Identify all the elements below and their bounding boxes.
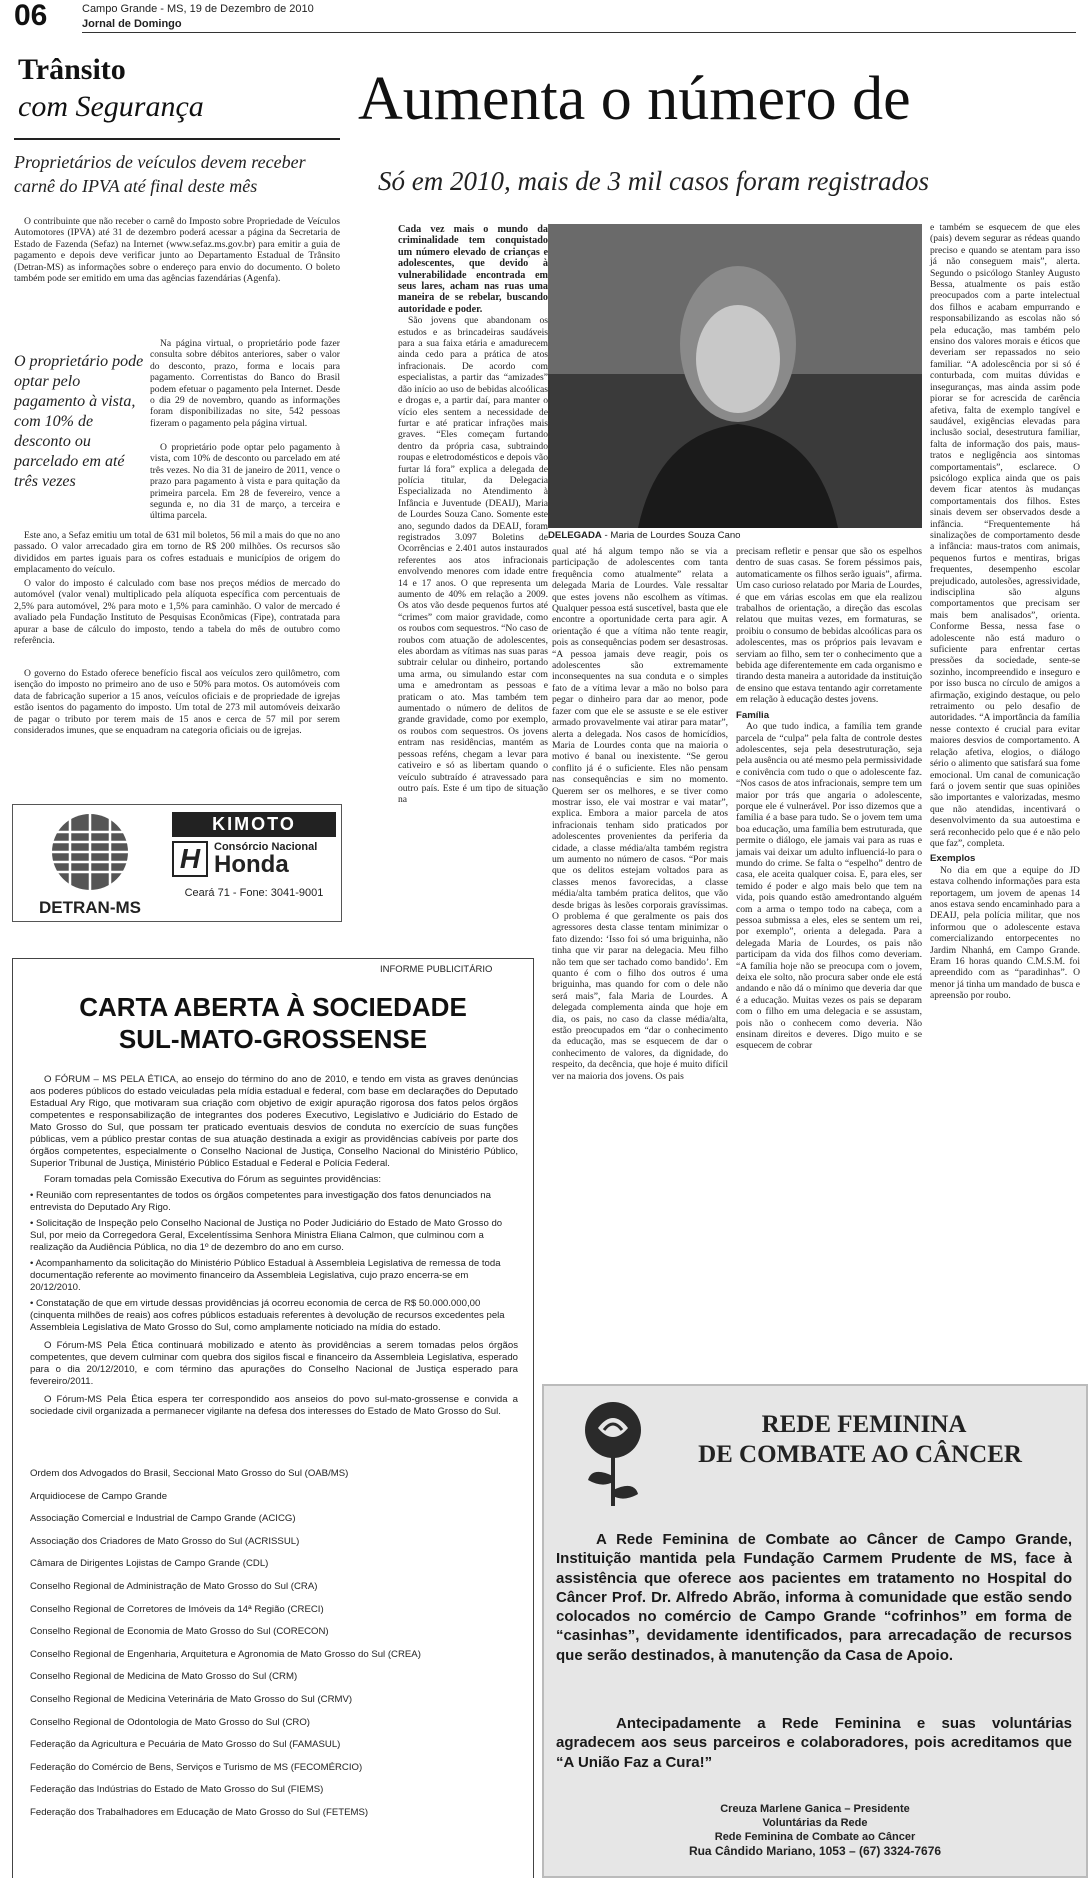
rede-title-1: REDE FEMININA [761,1411,967,1438]
main-column-1: Cada vez mais o mundo da criminalidade tem conquistado um número elevado de crianças e adolescentes, que devido à vulnerabilidade encontrada em seus lares, acham nas ruas uma maneira de se rebelar, buscando autoridade e poder. São jovens que abandonam os estudos e as brincadeiras saudáveis para a sua faixa etária e amadurecem ainda cedo para a prática de atos infracionais. De acordo com especialistas, a partir das “amizades” dão início ao uso de bebidas alcoólicas e drogas e, a partir daí, para manter o vício eles sentem a necessidade de furtar e até praticar infrações mais graves. “Eles começam furtando dentro da própria casa, subtraindo roupas e eletrodomésticos e depois vão furtar lá fora” explica a delegada de polícia titular, da Delegacia Especializada no Atendimento à Infância e Juventude (DEAIJ), Maria de Lourdes Souza Cano. Somente este ano, segundo dados da DEAIJ, foram registrados 3.097 Boletins de Ocorrências e 2.401 autos instaurados referentes aos atos infracionais envolvendo menores com idade entre 14 e 17 anos. O que representa um aumento de 40% em relação a 2009. Os atos vão desde pequenos furtos até “crimes” com maior gravidade, como os roubos com sequestros. “No caso de roubos com atuação de adolescentes, eles abordam as vítimas nas suas paras subtrair celular ou dinheiro, portando uma arma, ou simulando estar com uma e amedrontam as pessoas e praticam o ato. Mas também tem aumentado o número de delitos de grande gravidade, como por exemplo, os roubos com sequestros. Os jovens entram nas residências, mantém as pessoas reféns, chegam a levar para cativeiro e só as libertam quando o veículo subtraído é atravessado para outro país. Este é um tipo de situação na [398,224,549,806]
detran-logo [20,812,160,916]
carta-body: O FÓRUM – MS PELA ÉTICA, ao ensejo do término do ano de 2010, e tendo em vista as graves denúncias aos poderes públicos do estado veiculadas pela mídia estadual e federal, com base em declarações do Deputado Estadual Ary Rigo, que motivaram sua criação com objetivo de exigir apuração rigorosa dos fatos pelos órgãos competentes e responsabilização de integrantes dos poderes Executivo, Legislativo e Judiciário do Estado de Mato Grosso do Sul, que possam ter praticado eventuais desvios de conduta no exercício de suas funções públicas, vem a público prestar contas de sua atuação destinada a exigir as providências cabíveis por parte dos órgãos competentes, especialmente o Conselho Nacional de Justiça, Conselho Nacional do Ministério Público, Superior Tribunal de Justiça, Ministério Público Estadual e Federal e Polícia Federal. Foram tomadas pela Comissão Executiva do Fórum as seguintes providências: • Reunião com representantes de todos os órgãos competentes para investigação dos fatos denunciados na entrevista do Deputado Ary Rigo. • Solicitação de Inspeção pelo Conselho Nacional de Justiça no Poder Judiciário do Estado de Mato Grosso do Sul, por meio da Corregedora Geral, Excelentíssima Senhora Ministra Eliana Calmon, que culminou com a realização da Audiência Pública, no dia 1º de dezembro do ano em curso. • Acompanhamento da solicitação do Ministério Público Estadual à Assembleia Legislativa de remessa de toda documentação referente ao movimento financeiro da Assembleia Legislativa, cujo prazo encerra-se em 20/12/2010. • Constatação de que em virtude dessas providências já ocorreu economia de cerca de R$ 50.000.000,00 (cinquenta milhões de reais) aos cofres públicos estaduais referentes à devolução de recursos excedentes pela Assembleia Legislativa de Mato Grosso do Sul, como amplamente noticiado na mídia do estado. O Fórum-MS Pela Ética continuará mobilizado e atento às providências a serem tomadas pelos órgãos competentes, que devem culminar com quebra dos sigilos fiscal e financeiro da Assembleia Legislativa, esperado para o dia 20/12/2010, e com término das apurações do Conselho Nacional de Justiça esperado para fevereiro/2011. O Fórum-MS Pela Ética espera ter correspondido aos anseios do povo sul-mato-grossense e convida a sociedade civil organizada a permanecer vigilante na defesa dos interesses do Estado de Mato Grosso do Sul. [30,1074,518,1417]
section-title: Trânsito [18,53,126,86]
section-rule [14,138,340,140]
section-subtitle: com Segurança [18,90,204,123]
delegada-portrait-icon [548,224,922,528]
masthead-publication: Jornal de Domingo [82,18,182,30]
signatory: Federação das Indústrias do Estado de Mato Grosso do Sul (FIEMS) [30,1784,324,1796]
rede-signature [542,1802,1088,1858]
photo-caption [548,530,922,541]
rede-sig-3: Rede Feminina de Combate ao Câncer [714,1831,916,1843]
signatory: Ordem dos Advogados do Brasil, Seccional Mato Grosso do Sul (OAB/MS) [30,1468,349,1479]
kimoto-line1: Consórcio Nacional [214,841,318,853]
signatory: Conselho Regional de Economia de Mato Grosso do Sul (CORECON) [30,1626,329,1638]
signatory: Associação dos Criadores de Mato Grosso do Sul (ACRISSUL) [30,1535,300,1547]
rede-title-2: DE COMBATE AO CÂNCER [698,1441,1022,1468]
page-number: 06 [14,0,48,32]
signatory: Câmara de Dirigentes Lojistas de Campo Grande (CDL) [30,1558,269,1570]
signatory: Federação da Agricultura e Pecuária de Mato Grosso do Sul (FAMASUL) [30,1739,341,1751]
carta-title-2: SUL-MATO-GROSSENSE [118,1024,428,1054]
kimoto-line2: Honda [214,851,289,878]
rede-paragraph-2: Antecipadamente a Rede Feminina e suas voluntárias agradecem aos seus parceiros e colaboradores, pois acreditamos que “A União Faz a Cura!” [556,1715,1072,1771]
signatory: Federação dos Trabalhadores em Educação de Mato Grosso do Sul (FETEMS) [30,1806,369,1818]
ipva-paragraph-4: Este ano, a Sefaz emitiu um total de 631 mil boletos, 56 mil a mais do que no ano passado. O valor arrecadado gira em torno de R$ 200 milhões. Os recursos são divididos em partes iguais para os cofres estaduais e municípios de origem do emplacamento do veículo. [14,530,340,576]
rede-paragraph-1: A Rede Feminina de Combate ao Câncer de Campo Grande, Instituição mantida pela Fundação Carmem Prudente de MS, face à assistência que oferece aos pacientes em tratamento no Hospital do Câncer Prof. Dr. Alfredo Abrão, informa à comunidade que estão sendo colocados no comércio de Campo Grande “cofrinhos” em forma de “casinhas”, devidamente identificados, para arrecadação de recursos que serão destinados, à manutenção da Casa de Apoio. [556,1531,1072,1664]
rede-sig-2: Voluntárias da Rede [762,1817,868,1829]
ipva-paragraph-2: Na página virtual, o proprietário pode fazer consulta sobre débitos anteriores, saber o valor do desconto, prazo, forma e locais para pagamento. Correntistas do Banco do Brasil podem efetuar o pagamento pela Internet. Desde o dia 29 de novembro, quando as informações foram disponibilizadas no site, 542 pessoas fizeram o pagamento pela página virtual. [150,338,340,429]
main-column-3: precisam refletir e pensar que são os espelhos dentro de suas casas. Se forem péssimos pais, automaticamente os filhos serão iguais”, afirma. Um caso curioso relatado por Maria de Lourdes, é que em várias escolas em que ela realizou trabalhos de orientação, a direção das escolas relatou que muitas vezes, em formaturas, se proibiu o consumo de bebidas alcoólicas para os adolescentes, mas os próprios pais levavam e serviam ao filho, sem ter o conhecimento que a bebida age diferentemente em cada organismo e tirando desta maneira a autoridade da instituição de ensino que estava tentando agir corretamente em relação à educação destes jovens. Família Ao que tudo indica, a família tem grande parcela de “culpa” pela falta de controle destes adolescentes, seja pela desestruturação, seja pela ausência ou até mesmo pela permissividade e conivência com tudo o que o adolescente faz. “Nos casos de atos infracionais, sempre tem um maior por trás que angaria o adolescente, porque ele é vulnerável. Por isso dizemos que a família é a base para tudo. Se o jovem tem uma boa educação, uma família bem estruturada, que permite o diálogo, ele jamais vai para as ruas e jamais vai deixar um adulto influenciá-lo para o mundo do crime. Se falta o “espelho” dentro de casa, ele aceita qualquer coisa. E, para eles, ser temido é poder e algo mais belo que tem na vida, pois quando estão amedrontando alguém com a arma o tempo todo na cabeça, com a pessoa submissa a eles, eles se sentem um rei, por exemplo”, orienta a delegada. Para a delegada Maria de Lourdes, os pais não participam da vida dos filhos como deveriam. “A família hoje não se preocupa com o jovem, deixa ele solto, não procura saber onde ele está andando e não dá o mínimo que deveria dar que é a educação. Muitas vezes os pais se deparam com o filho em uma delegacia e se assustam, pois não o conhecem como deveria. Não ensinam direitos e deveres. Digo muito e se esquecem de cobrar [736,546,922,1052]
masthead-rule [82,32,1076,33]
photo-caption-text: - Maria de Lourdes Souza Cano [601,530,741,541]
rede-sig-4: Rua Cândido Mariano, 1053 – (67) 3324-7676 [688,1844,942,1858]
familia-subhead: Família [736,709,770,721]
signatory: Conselho Regional de Administração de Mato Grosso do Sul (CRA) [30,1580,318,1592]
carta-title-1: CARTA ABERTA À SOCIEDADE [79,992,467,1022]
kimoto-ad [172,812,336,916]
ipva-paragraph-6: O governo do Estado oferece benefício fiscal aos veículos zero quilômetro, com isenção do imposto no primeiro ano de uso e 50% para motos. Os automóveis com data de fabricação superior a 15 anos, veículos oficiais e de propriedade de igrejas estão isentos do pagamento do imposto. Um total de 273 mil automóveis deixarão de pagar o tributo por terem mais de 15 anos e cerca de 57 mil por serem considerados imunes, que se enquadram na categoria oficiais ou de igrejas. [14,668,340,737]
ipva-paragraph-1: O contribuinte que não receber o carnê do Imposto sobre Propriedade de Veículos Automotores (IPVA) até 31 de dezembro poderá acessar a página da Secretaria de Estado de Fazenda (Sefaz) na Internet (www.sefaz.ms.gov.br) para emitir a guia de pagamento e depois deve verificar junto ao Departamento Estadual de Trânsito (Detran-MS) as informações sobre o endereço para envio do documento. O boleto também pode ser emitido em uma das agências fazendárias (Agenfa). [14,216,340,285]
rede-sig-1: Creuza Marlene Ganica – Presidente [720,1803,910,1815]
photo-caption-label: DELEGADA [548,530,602,541]
ipva-paragraph-5: O valor do imposto é calculado com base nos preços médios de mercado do automóvel (valor venal) multiplicado pela alíquota específica com percentuais de 2,5% para automóvel, 2% para moto e 1,5% para caminhão. O valor de mercado é avaliado pela Fundação Instituto de Pesquisas Econômicas (Fipe), contratada para apurar a base de cálculo do imposto, tendo a tabela do mês de outubro como referência. [14,578,340,647]
honda-wing-icon: H [172,841,208,877]
signatory: Arquidiocese de Campo Grande [30,1490,168,1502]
carta-signatories [30,1468,518,1830]
ipva-paragraph-3: O proprietário pode optar pelo pagamento à vista, com 10% de desconto ou parcelado em até três vezes. No dia 31 de janeiro de 2011, vence o prazo para pagamento à vista e para quitação da primeira parcela. Em 28 de fevereiro, vence a segunda e, no dia 31 de março, a terceira e última parcela. [150,442,340,522]
signatory: Conselho Regional de Medicina Veterinária de Mato Grosso do Sul (CRMV) [30,1693,353,1705]
masthead-location-date: Campo Grande - MS, 19 de Dezembro de 2010 [82,3,314,15]
kimoto-brand: KIMOTO [172,812,336,837]
detran-label: DETRAN-MS [39,898,141,917]
signatory: Conselho Regional de Odontologia de Mato Grosso do Sul (CRO) [30,1716,310,1728]
signatory: Federação do Comércio de Bens, Serviços e Turismo de MS (FECOMÉRCIO) [30,1761,363,1773]
signatory: Conselho Regional de Medicina de Mato Grosso do Sul (CRM) [30,1671,298,1683]
carta-informe-label: INFORME PUBLICITÁRIO [380,964,493,975]
kimoto-address: Ceará 71 - Fone: 3041-9001 [184,887,324,899]
signatory: Conselho Regional de Corretores de Imóveis da 14ª Região (CRECI) [30,1603,324,1615]
main-headline: Aumenta o número de [358,65,911,133]
ipva-pullquote: O proprietário pode optar pelo pagamento à vista, com 10% de desconto ou parcelado em até três vezes [14,353,144,490]
delegada-photo [548,224,922,528]
main-subheadline: Só em 2010, mais de 3 mil casos foram registrados [378,166,929,196]
signatory: Conselho Regional de Engenharia, Arquitetura e Agronomia de Mato Grosso do Sul (CREA) [30,1648,421,1660]
rose-icon [578,1398,648,1508]
ipva-headline: Proprietários de veículos devem receber carnê do IPVA até final deste mês [14,152,306,196]
detran-globe-icon [20,812,160,892]
exemplos-subhead: Exemplos [930,853,976,865]
main-column-2: qual até há algum tempo não se via a participação de adolescentes com tanta frequência como atualmente” relata a delegada Maria de Lourdes. Vale ressaltar que estes jovens não escolhem as vítimas. Qualquer pessoa está suscetível, basta que ele encontre a oportunidade certa para agir. A orientação é que a vítima não tente reagir, pois as consequências podem ser desastrosas. “A pessoa jamais deve reagir, pois os adolescentes são extremamente inconsequentes na sua conduta e o simples fato de a vítima levar a mão no bolso para pegar o dinheiro para dar ao menor, pode fazer com que ele se assuste e se ele estiver armado provavelmente vai atirar para matar”, alerta a delegada. Nos casos de homicídios, Maria de Lourdes conta que na maioria o motivo é banal ou inexistente. “Se gerou conflito já é o suficiente. Eles não pensam nas consequências e sim no momento. Querem ser os melhores, e se tiver como mostrar isso, ele vai mostrar e vai matar”, explica. Embora a maior parcela de atos infracionais tenham sido praticados por adolescentes provenientes da periferia da cidade, a classe média/alta também registra um aumento no número de casos. “Por mais que os delitos estejam voltados para as classes menos favorecidas, a classe média/alta também pratica delitos, que vão desde brigas às lesões corporais gravíssimas. O problema é que geralmente os pais dos agressores desta classe tentam minimizar o fato dizendo: ‘Isso foi só uma briguinha, não tinha que vir parar na delegacia. Meu filho não tem que ser tachado como bandido’. Em quanto é com o filho dos outros é uma briguinha, mas quando for com o dele não será mais”, fala Maria de Lourdes. A delegada complementa ainda que hoje em dia, os pais, no caso da classe média/alta, estão preocupados em “dar o conhecimento da educação, mas se esquecem de dar o conhecimento de valores, da dignidade, do respeito, da decência, que hoje é muito difícil ver na maioria dos jovens. Os pais [552,546,728,1082]
signatory: Associação Comercial e Industrial de Campo Grande (ACICG) [30,1513,296,1525]
main-column-4: e também se esquecem de que eles (pais) devem segurar as rédeas quando preciso e quando se atentam para isso já não conseguem mais”, alerta. Segundo o psicólogo Stanley Augusto Bessa, atualmente os pais estão preocupados com a parte intelectual dos filhos e acabam empurrando e responsabilizando as escolas não só pela educação, mas também pelo ensino dos valores morais e éticos que deveriam ser repassados no seio familiar. “A adolescência por si só é conturbada, com muitas dúvidas e inseguranças, mas ainda assim pode piorar se for acrescida de carência afetiva, falta de exemplo tangível e saudável, exigências elevadas para inclusão social, desestrutura familiar, falta de informação dos pais, maus-tratos e negligência aos sintomas comportamentais”, esclarece. O psicólogo explica ainda que os pais devem ficar atentos às mudanças comportamentais dos filhos. Estes sinais devem ser observados desde a infância. “Frequentemente há sinalizações de comportamento desde a infância: maus-tratos com animais, pequenos furtos e mentiras, brigas frequentes, desempenho escolar prejudicado, autolesões, agressividade, indisciplina são alguns comportamentos que precisam ser mais bem analisados”, orienta. Conforme Bessa, nessa fase o adolescente não está maduro o suficiente para enfrentar certas pressões da sociedade, sente-se sozinho, incompreendido e inseguro e por isso busca no círculo de amigos a afirmação, exigindo destaque, ou pelo retraimento ou pelo desafio de autoridades. “A importância da família nesse contexto é crucial para evitar maiores desvios de comportamento. A relação afetiva, elogios, o diálogo sério o alimento que satisfará sua fome emocional. Um canal de comunicação fará o jovem sentir que suas opiniões são importantes e valorizadas, mesmo que não atendidas, incentivará o desenvolvimento da sua autoestima e será reconhecido pelo que é e não pelo que faz”, completa. Exemplos No dia em que a equipe do JD estava colhendo informações para esta reportagem, um jovem de apenas 14 anos estava sendo encaminhado para a DEAIJ, pela polícia militar, que nos informou que o adolescente estava comercializando entorpecentes no Jardim Nhanhá, em Campo Grande. Eram 16 horas quando C.M.S.M. foi apreendido com as “paradinhas”. O menor já tinha um mandado de busca e apreensão por roubo. [930,222,1080,1002]
